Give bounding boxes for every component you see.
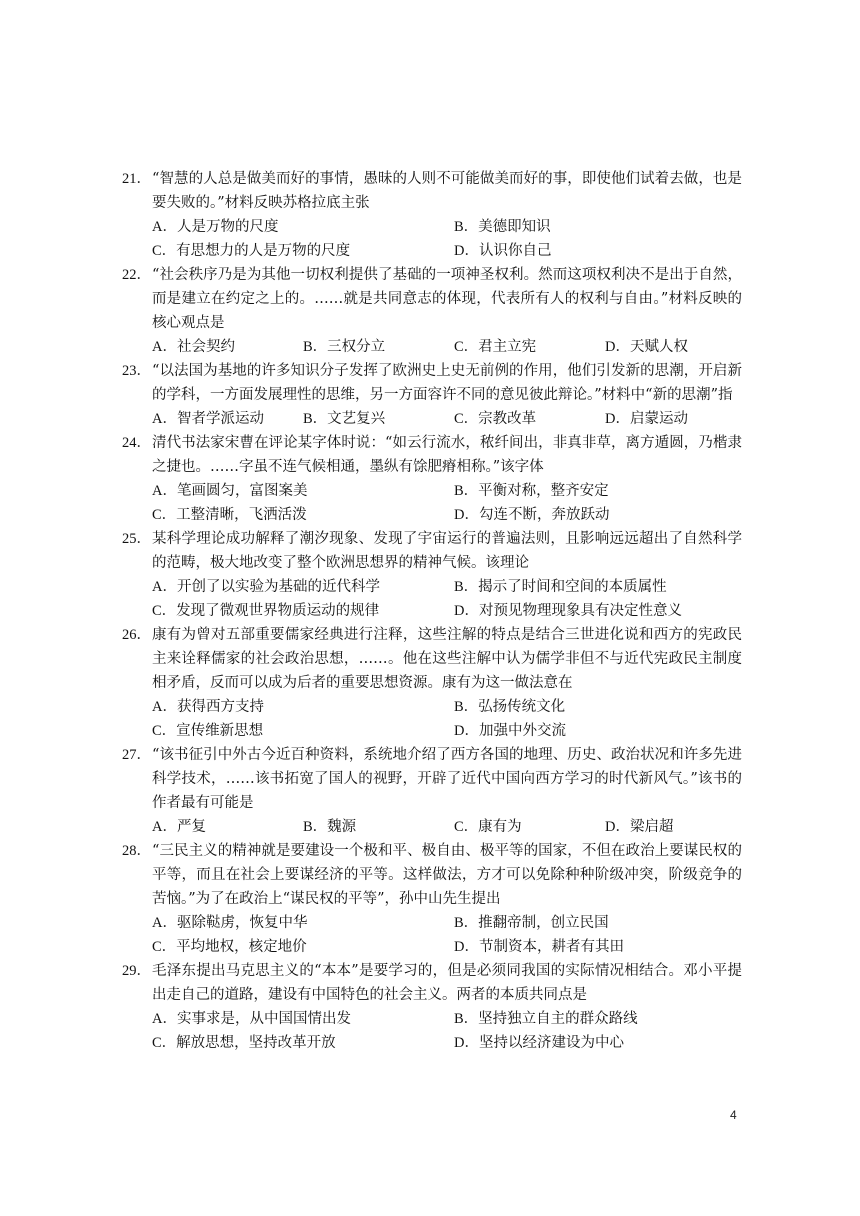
answer-option[interactable]: [605, 815, 756, 839]
option-text: 实事求是，从中国国情出发: [176, 1011, 351, 1027]
answer-option[interactable]: [605, 407, 756, 431]
question-23: [122, 359, 742, 431]
answer-options: [122, 695, 742, 743]
option-letter: B．: [454, 579, 479, 595]
option-letter: A．: [152, 411, 177, 427]
question-text: 康有为曾对五部重要儒家经典进行注释，这些注解的特点是结合三世进化说和西方的宪政民主来诠释儒家的社会政治思想，……。他在这些注解中认为儒学非但不与近代宪政民主制度相矛盾，反而可以成为后者的重要思想资源。康有为这一做法意在: [152, 627, 742, 691]
answer-option[interactable]: [454, 935, 756, 959]
option-letter: D．: [454, 603, 479, 619]
option-letter: B．: [454, 219, 479, 235]
question-text: “该书征引中外古今近百种资料，系统地介绍了西方各国的地理、历史、政治状况和许多先进科学技术，……该书拓宽了国人的视野，开辟了近代中国向西方学习的时代新风气。”该书的作者最有可能是: [152, 747, 742, 811]
question-text: 毛泽东提出马克思主义的“本本”是要学习的，但是必须同我国的实际情况相结合。邓小平提出走自己的道路，建设有中国特色的社会主义。两者的本质共同点是: [152, 963, 742, 1003]
answer-option[interactable]: [152, 1031, 454, 1055]
option-text: 宗教改革: [478, 411, 537, 427]
option-text: 笔画圆匀，富图案美: [176, 483, 308, 499]
answer-option[interactable]: [152, 215, 454, 239]
option-letter: C．: [152, 1035, 177, 1051]
answer-option[interactable]: [152, 407, 303, 431]
option-letter: B．: [454, 1011, 479, 1027]
question-text: 清代书法家宋曹在评论某字体时说：“如云行流水，秾纤间出，非真非草，离方遁圆，乃楷隶之捷也。……字虽不连气候相通，墨纵有馀肥瘠相称。”该字体: [152, 435, 742, 475]
answer-option[interactable]: [152, 935, 454, 959]
option-text: 认识你自己: [478, 243, 552, 259]
answer-options: [122, 335, 742, 359]
answer-option[interactable]: [152, 479, 454, 503]
option-text: 获得西方支持: [176, 699, 264, 715]
question-number: 27．: [122, 747, 151, 763]
answer-option[interactable]: [303, 335, 454, 359]
answer-option[interactable]: [152, 911, 454, 935]
answer-option[interactable]: [152, 1007, 454, 1031]
option-letter: D．: [454, 1035, 479, 1051]
answer-options: [122, 1007, 742, 1055]
option-letter: A．: [152, 483, 177, 499]
answer-option[interactable]: [454, 479, 756, 503]
answer-option[interactable]: [605, 335, 756, 359]
option-letter: A．: [152, 699, 177, 715]
option-letter: C．: [152, 939, 177, 955]
option-text: 有思想力的人是万物的尺度: [176, 243, 351, 259]
answer-option[interactable]: [454, 719, 756, 743]
question-stem: [122, 839, 742, 911]
answer-option[interactable]: [152, 239, 454, 263]
option-text: 勾连不断，奔放跃动: [478, 507, 610, 523]
option-letter: A．: [152, 915, 177, 931]
option-text: 康有为: [478, 819, 522, 835]
question-number: 25．: [122, 531, 151, 547]
question-stem: [122, 623, 742, 695]
option-letter: B．: [303, 339, 328, 355]
answer-option[interactable]: [454, 1031, 756, 1055]
question-number: 26．: [122, 627, 151, 643]
option-letter: D．: [454, 507, 479, 523]
question-number: 23．: [122, 363, 151, 379]
option-letter: C．: [152, 603, 177, 619]
option-text: 平均地权，核定地价: [176, 939, 307, 955]
option-letter: A．: [152, 1011, 177, 1027]
question-number: 21．: [122, 171, 151, 187]
option-letter: A．: [152, 219, 177, 235]
answer-option[interactable]: [454, 695, 756, 719]
option-text: 推翻帝制，创立民国: [478, 915, 609, 931]
answer-options: [122, 215, 742, 263]
option-letter: A．: [152, 579, 177, 595]
option-text: 坚持以经济建设为中心: [478, 1035, 624, 1051]
answer-options: [122, 479, 742, 527]
option-text: 社会契约: [176, 339, 235, 355]
option-text: 发现了微观世界物质运动的规律: [176, 603, 380, 619]
answer-option[interactable]: [454, 599, 756, 623]
answer-option[interactable]: [152, 815, 303, 839]
option-letter: D．: [605, 819, 630, 835]
option-text: 天赋人权: [629, 339, 688, 355]
question-text: “三民主义的精神就是要建设一个极和平、极自由、极平等的国家，不但在政治上要谋民权的平等，而且在社会上要谋经济的平等。这样做法，方才可以免除种种阶级冲突，阶级竞争的苦恼。”为了在政治上“谋民权的平等”，孙中山先生提出: [152, 843, 742, 907]
question-number: 28．: [122, 843, 151, 859]
question-28: [122, 839, 742, 959]
option-letter: C．: [454, 411, 479, 427]
question-text: 某科学理论成功解释了潮汐现象、发现了宇宙运行的普遍法则，且影响远远超出了自然科学的范畴，极大地改变了整个欧洲思想界的精神气候。该理论: [152, 531, 742, 571]
question-number: 22．: [122, 267, 151, 283]
option-text: 君主立宪: [478, 339, 537, 355]
question-24: [122, 431, 742, 527]
option-text: 驱除鞑虏，恢复中华: [176, 915, 308, 931]
question-list: [122, 167, 742, 1055]
answer-option[interactable]: [152, 719, 454, 743]
answer-options: [122, 575, 742, 623]
option-letter: D．: [605, 411, 630, 427]
option-letter: B．: [303, 819, 328, 835]
option-letter: A．: [152, 339, 177, 355]
question-text: “智慧的人总是做美而好的事情，愚昧的人则不可能做美而好的事，即使他们试着去做，也是要失败的。”材料反映苏格拉底主张: [152, 171, 742, 211]
option-text: 平衡对称，整齐安定: [478, 483, 609, 499]
answer-option[interactable]: [454, 1007, 756, 1031]
question-stem: [122, 743, 742, 815]
option-letter: C．: [152, 723, 177, 739]
option-letter: D．: [605, 339, 630, 355]
option-text: 梁启超: [629, 819, 674, 835]
option-letter: C．: [454, 339, 479, 355]
answer-options: [122, 407, 742, 431]
option-text: 宣传维新思想: [176, 723, 264, 739]
answer-option[interactable]: [454, 335, 605, 359]
question-stem: [122, 359, 742, 407]
question-29: [122, 959, 742, 1055]
question-stem: [122, 959, 742, 1007]
answer-option[interactable]: [152, 335, 303, 359]
option-letter: B．: [454, 483, 479, 499]
option-text: 魏源: [327, 819, 357, 835]
option-letter: B．: [303, 411, 328, 427]
question-stem: [122, 527, 742, 575]
answer-option[interactable]: [454, 575, 756, 599]
option-text: 弘扬传统文化: [478, 699, 566, 715]
answer-option[interactable]: [454, 503, 756, 527]
answer-option[interactable]: [152, 575, 454, 599]
answer-option[interactable]: [152, 695, 454, 719]
option-letter: A．: [152, 819, 177, 835]
option-letter: B．: [454, 915, 479, 931]
answer-option[interactable]: [454, 239, 756, 263]
answer-options: [122, 815, 742, 839]
question-stem: [122, 431, 742, 479]
question-number: 24．: [122, 435, 151, 451]
option-text: 智者学派运动: [176, 411, 264, 427]
answer-option[interactable]: [152, 599, 454, 623]
option-text: 对预见物理现象具有决定性意义: [478, 603, 682, 619]
option-letter: C．: [454, 819, 479, 835]
option-text: 美德即知识: [478, 219, 551, 235]
page-number: 4: [730, 1108, 737, 1122]
option-letter: C．: [152, 243, 177, 259]
option-text: 三权分立: [327, 339, 386, 355]
option-text: 节制资本，耕者有其田: [478, 939, 624, 955]
answer-option[interactable]: [454, 911, 756, 935]
option-text: 文艺复兴: [327, 411, 386, 427]
answer-option[interactable]: [454, 815, 605, 839]
option-letter: D．: [454, 243, 479, 259]
option-text: 开创了以实验为基础的近代科学: [176, 579, 380, 595]
question-number: 29．: [122, 963, 151, 979]
question-22: [122, 263, 742, 359]
option-text: 解放思想，坚持改革开放: [176, 1035, 336, 1051]
option-text: 坚持独立自主的群众路线: [478, 1011, 638, 1027]
option-text: 启蒙运动: [629, 411, 688, 427]
question-text: “社会秩序乃是为其他一切权利提供了基础的一项神圣权利。然而这项权利决不是出于自然，而是建立在约定之上的。……就是共同意志的体现，代表所有人的权利与自由。”材料反映的核心观点是: [152, 267, 742, 331]
option-letter: D．: [454, 723, 479, 739]
question-25: [122, 527, 742, 623]
option-text: 揭示了时间和空间的本质属性: [478, 579, 667, 595]
option-letter: C．: [152, 507, 177, 523]
option-text: 加强中外交流: [478, 723, 566, 739]
question-text: “以法国为基地的许多知识分子发挥了欧洲史上史无前例的作用，他们引发新的思潮，开启新的学科，一方面发展理性的思维，另一方面容许不同的意见彼此辩论。”材料中“新的思潮”指: [152, 363, 742, 403]
answer-option[interactable]: [303, 407, 454, 431]
question-stem: [122, 263, 742, 335]
option-text: 工整清晰，飞洒活泼: [176, 507, 307, 523]
answer-options: [122, 911, 742, 959]
question-27: [122, 743, 742, 839]
answer-option[interactable]: [454, 407, 605, 431]
option-letter: B．: [454, 699, 479, 715]
answer-option[interactable]: [152, 503, 454, 527]
option-text: 人是万物的尺度: [176, 219, 279, 235]
answer-option[interactable]: [303, 815, 454, 839]
answer-option[interactable]: [454, 215, 756, 239]
option-letter: D．: [454, 939, 479, 955]
question-21: [122, 167, 742, 263]
question-stem: [122, 167, 742, 215]
option-text: 严复: [176, 819, 206, 835]
question-26: [122, 623, 742, 743]
